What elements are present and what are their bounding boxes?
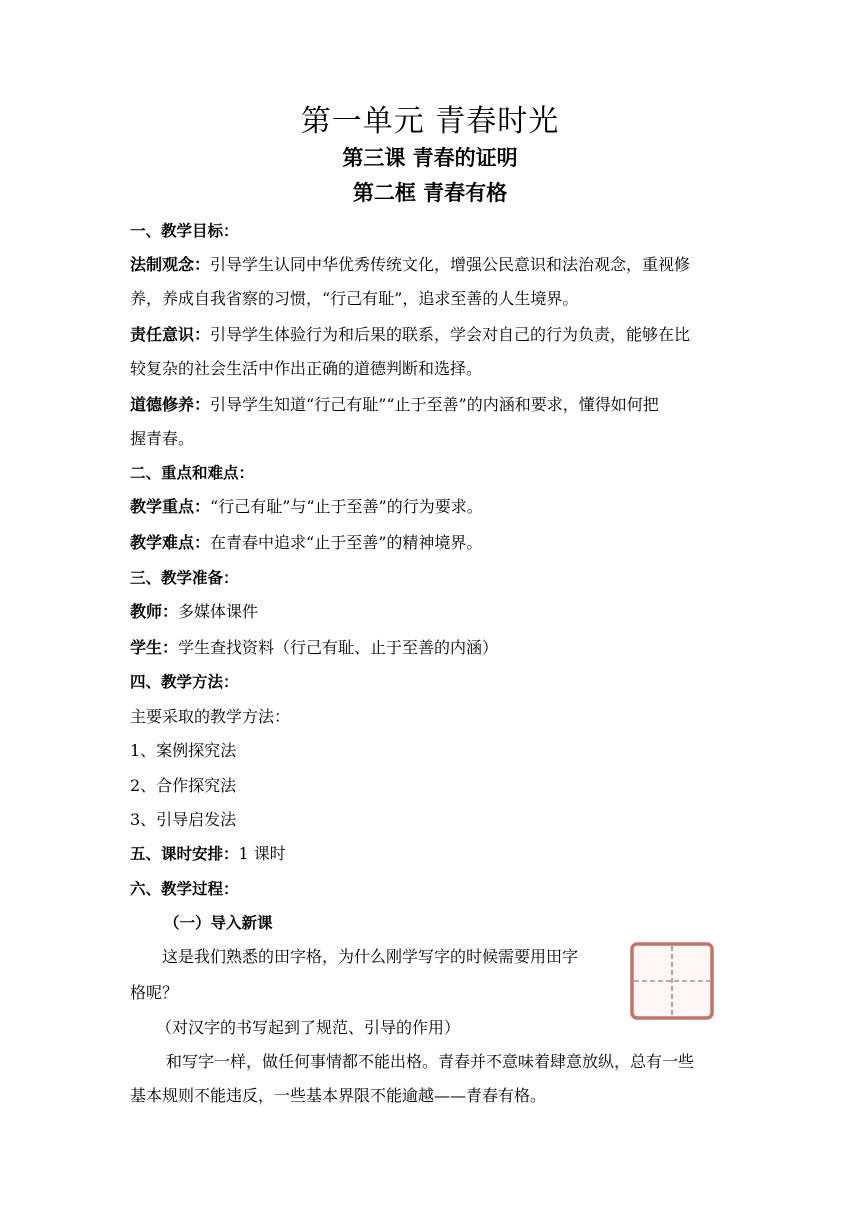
section-heading-methods: 四、教学方法： — [130, 673, 239, 691]
section-heading-process: 六、教学过程： — [130, 880, 239, 898]
objective-responsibility-line2: 较复杂的社会生活中作出正确的道德判断和选择。 — [130, 359, 483, 378]
objective-law-text1: 引导学生认同中华优秀传统文化，增强公民意识和法治观念，重视修 — [210, 255, 691, 274]
prep-student-line — [130, 637, 742, 659]
section-heading-objectives: 一、教学目标： — [130, 222, 239, 240]
objective-responsibility-line1 — [130, 324, 742, 346]
tianzige-grid-icon — [630, 942, 714, 1020]
lesson-title: 第三课 青春的证明 — [342, 146, 518, 170]
method-item: 3、引导启发法 — [130, 810, 237, 829]
prep-teacher-text: 多媒体课件 — [178, 602, 259, 621]
prep-teacher-label: 教师： — [130, 602, 179, 621]
section-heading-class-hours: 五、课时安排： — [130, 845, 239, 863]
method-item: 2、合作探究法 — [130, 776, 237, 795]
difficult-point-line — [130, 532, 742, 554]
class-hours-line — [130, 843, 742, 865]
objective-law-label: 法制观念： — [130, 255, 211, 274]
intro-question-line2: 格呢？ — [130, 983, 179, 1002]
key-point-label: 教学重点： — [130, 497, 211, 516]
frame-title: 第二框 青春有格 — [352, 181, 508, 205]
objective-morality-label: 道德修养： — [130, 395, 211, 414]
objective-law-line1 — [130, 254, 742, 276]
objective-law-line2: 养，养成自我省察的习惯，“行己有耻”，追求至善的人生境界。 — [130, 289, 579, 308]
difficult-point-text: 在青春中追求“止于至善”的精神境界。 — [210, 533, 483, 552]
objective-morality-line1 — [130, 394, 742, 416]
objective-morality-text1: 引导学生知道“行己有耻”“止于至善”的内涵和要求，懂得如何把 — [210, 395, 659, 414]
difficult-point-label: 教学难点： — [130, 533, 211, 552]
section-heading-preparation: 三、教学准备： — [130, 569, 239, 587]
prep-teacher-line — [130, 601, 742, 623]
class-hours-value: 1 课时 — [238, 844, 286, 863]
prep-student-label: 学生： — [130, 638, 179, 657]
unit-title: 第一单元 青春时光 — [300, 104, 560, 139]
method-item: 1、案例探究法 — [130, 741, 237, 760]
section-heading-key-points: 二、重点和难点： — [130, 464, 255, 482]
objective-morality-line2: 握青春。 — [130, 429, 195, 448]
intro-answer: （对汉字的书写起到了规范、引导的作用） — [156, 1018, 461, 1037]
intro-paragraph-line2: 基本规则不能违反，一些基本界限不能逾越——青春有格。 — [130, 1086, 547, 1105]
intro-question-line1: 这是我们熟悉的田字格，为什么刚学写字的时候需要用田字 — [162, 947, 579, 966]
key-point-line — [130, 496, 742, 518]
intro-paragraph-line1: 和写字一样，做任何事情都不能出格。青春并不意味着肆意放纵，总有一些 — [166, 1052, 695, 1071]
objective-responsibility-label: 责任意识： — [130, 325, 211, 344]
methods-intro: 主要采取的教学方法： — [130, 707, 291, 726]
subsection-introduction: （一）导入新课 — [164, 914, 273, 932]
objective-responsibility-text1: 引导学生体验行为和后果的联系，学会对自己的行为负责，能够在比 — [210, 325, 691, 344]
key-point-text: “行己有耻”与“止于至善”的行为要求。 — [210, 497, 483, 516]
prep-student-text: 学生查找资料（行己有耻、止于至善的内涵） — [178, 638, 499, 657]
